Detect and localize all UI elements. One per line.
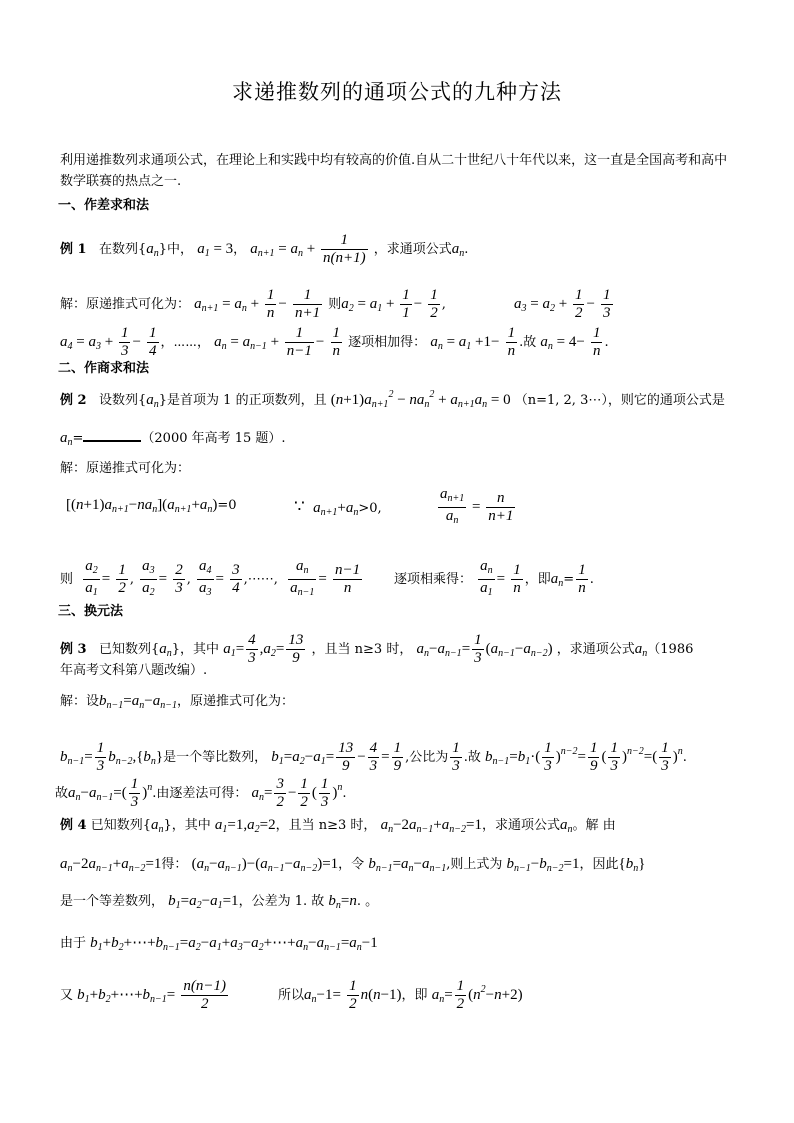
example-2-chain: 则 $\frac{a_2}{a_1}$ = $\frac{1}{2}$ , $\frac{a_3}{a_2}$ = $\frac{2}{3}$ , $\frac{a_4}{a_3}$ = $\frac{3}{4}$ ,⋯⋯, $\frac{a_n}{a_{n-1}}$ = $\frac{n-1}{n}$: [60, 558, 361, 598]
section-heading-3: 三、换元法: [58, 604, 124, 619]
example-label: 例 2: [60, 393, 87, 408]
example-3-result: 故$a_n-a_{n-1}=$( $\frac{1}{3}$ )$^n$.由逐差法可得： $a_n=$ $\frac{3}{2}$ − $\frac{1}{2}$ ( $\frac{1}{3}$ )$^n$.: [55, 776, 347, 810]
example-2-result: 逐项相乘得： $\frac{a_n}{a_1}$ = $\frac{1}{n}$ ，即$a_n=$ $\frac{1}{n}$ .: [394, 558, 594, 598]
example-4-transform: $a_n-2a_{n-1}+a_{n-2}=1$得： $(a_n-a_{n-1})-(a_{n-1}-a_{n-2})=1$，令 $b_{n-1}=a_n-a_{n-1}$,则上式为 $b_{n-1}-b_{n-2}=1$，因此$\{b_n\}$: [60, 856, 646, 874]
example-2-because: ∵ $a_{n+1}+a_n>0$,: [294, 497, 382, 518]
example-1-solution-line-1: 解：原递推式可化为： $a_{n+1} = a_n$ + $\frac{1}{n}$ − $\frac{1}{n+1}$ 则$a_2 = a_1$ + $\frac{1}{1}$ − $\frac{1}{2}$ ,: [60, 287, 446, 321]
section-heading-2: 二、作商求和法: [58, 361, 150, 376]
example-3-source: 年高考文科第八题改编）.: [60, 663, 208, 678]
example-4-statement: 例 4 已知数列$\{a_n\}$，其中 $a_1=1,a_2=2$，且当 n≥3 时， $a_n-2a_{n-1}+a_{n-2}=1$，求通项公式$a_n$。解 由: [60, 817, 616, 835]
example-3-statement: 例 3 已知数列$\{a_n\}$，其中 $a_1=$ $\frac{4}{3}$ $,a_2=$ $\frac{13}{9}$ ，且当 n≥3 时， $a_n-a_{n-1}=$ $\frac{1}{3}$ $(a_{n-1}-a_{n-2})$ ，求通项公式$a_n(1986$: [60, 632, 694, 666]
example-label: 例 3: [60, 642, 87, 657]
example-label: 例 1: [60, 242, 87, 257]
answer-blank: [83, 430, 141, 442]
section-heading-1: 一、作差求和法: [58, 198, 150, 213]
page-title: 求递推数列的通项公式的九种方法: [232, 80, 562, 104]
example-3-geometric: $b_{n-1}=$ $\frac{1}{3}$ $b_{n-2},\{b_n\}$是一个等比数列， $b_1=a_2-a_1=$ $\frac{13}{9}$ − $\frac{4}{3}$ = $\frac{1}{9}$ ,公比为 $\frac{1}{3}$ .故 $b_{n-1}=b_1\cdot$( $\frac{1}{3}$ )$^{n-2}$= $\frac{1}{9}$ ( $\frac{1}{3}$ )$^{n-2}$=( $\frac{1}{3}$ )$^n$.: [60, 740, 687, 774]
example-4-sum: 由于 $b_1+b_2+\cdots+b_{n-1}=a_2-a_1+a_3-a_2+\cdots+a_n-a_{n-1}=a_n-1$: [60, 935, 378, 953]
example-label: 例 4: [60, 818, 87, 833]
intro-paragraph: 利用递推数列求通项公式，在理论上和实践中均有较高的价值.自从二十世纪八十年代以来，这一直是全国高考和高中数学联赛的热点之一.: [60, 153, 728, 189]
example-1-solution-line-2: $a_4 = a_3$ + $\frac{1}{3}$ − $\frac{1}{4}$ ，⋯⋯， $a_n = a_{n-1}$ + $\frac{1}{n-1}$ − $\frac{1}{n}$ 逐项相加得： $a_n = a_1 +1-$ $\frac{1}{n}$ .故 $a_n = 4-$ $\frac{1}{n}$ .: [60, 325, 609, 359]
example-2-answer-line: $a_n= (2000$ 年高考 15 题）.: [60, 430, 286, 448]
example-2-ratio: $\frac{a_{n+1}}{a_n}$ = $\frac{n}{n+1}$: [440, 486, 514, 526]
example-3-solution-intro: 解：设$b_{n-1}=a_n-a_{n-1}$，原递推式可化为：: [60, 693, 294, 711]
example-4-final: 又 $b_1+b_2+\cdots+b_{n-1}=$ $\frac{n(n-1)}{2}$: [60, 978, 227, 1012]
example-2-factored: $[(n+1)a_{n+1}-na_n](a_{n+1}+a_n)=0$: [66, 497, 237, 515]
example-4-arithmetic: 是一个等差数列， $b_1=a_2-a_1=1$，公差为 1. 故 $b_n=n$. 。: [60, 893, 379, 911]
example-4-answer: 所以$a_n-1=$ $\frac{1}{2}$ n(n−1)，即 $a_n=$ $\frac{1}{2}$ $(n^2-n+2)$: [278, 978, 523, 1012]
example-1-a3: $a_3 = a_2$ + $\frac{1}{2}$ − $\frac{1}{3}$: [514, 287, 611, 321]
example-2-statement: 例 2 设数列$\{a_n\}$是首项为 1 的正项数列，且 $(n+1)a_{n+1}^2 - na_n^2 + a_{n+1}a_n = 0$ （n=1, 2, 3⋯），则它的通项公式是: [60, 389, 725, 410]
example-2-solution-intro: 解：原递推式可化为：: [60, 461, 191, 476]
example-1-statement: 例 1 在数列$\{a_n\}$中， $a_1 = 3$， $a_{n+1} = a_n$ + $\frac{1}{n(n+1)}$ ，求通项公式$a_n$.: [60, 232, 469, 266]
